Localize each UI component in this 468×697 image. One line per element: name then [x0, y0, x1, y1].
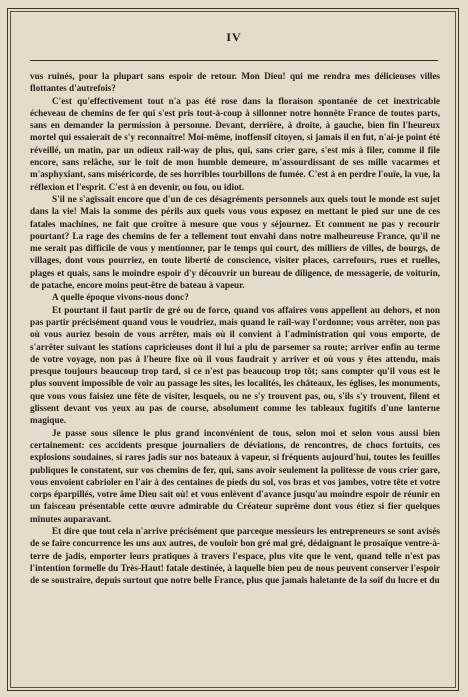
paragraph: Je passe sous silence le plus grand inconvénient de tous, selon moi et selon vous aussi bien certainement: ces accidents presque journaliers de déviations, de rencontres, de chocs fortuits, ces explosions soudaines, si rares jadis sur nos bateaux à vapeur, si fréquents aujourd'hui, toutes les feuilles publiques le constatent, sur vos chemins de fer, qui, sans avoir seulement la politesse de vous crier gare, vous envoient cabrioler en l'air à des centaines de pieds du sol, vos bras et vos jambes, votre tête et votre corps éparpillés, votre âme Dieu sait où! et vous enlèvent d'avance jusqu'au moindre espoir de réunir en un faisceau présentable cette œuvre admirable du Créateur suprême dont vous étiez si fier quelques minutes auparavant.	[30, 427, 440, 524]
page-number: IV	[226, 30, 242, 44]
paragraph-continued: vus ruinés, pour la plupart sans espoir de retour. Mon Dieu! qui me rendra mes délicieuses villes flottantes d'autrefois?	[30, 71, 440, 94]
paragraph: A quelle époque vivons-nous donc?	[52, 292, 189, 303]
paragraph: C'est qu'effectivement tout n'a pas été rose dans la floraison spontanée de cet inextricable écheveau de chemins de fer qui s'est pris tout-à-coup à sillonner notre honnête France de toutes parts, sans en demander la permission à personne. Devant, derrière, à droite, à gauche, bien fin l'heureux mortel qui essaierait de s'y reconnaître! Moi-même, inoffensif citoyen, si jamais il en fut, n'ai-je point été réveillé, un matin, par un odieux rail-way de plus, qui, sans crier gare, s'est mis à filer, comme il file encore, sans relâche, sur le toit de mon humble demeure, m'assourdissant de ses mille vacarmes et m'asphyxiant, sans miséricorde, de ses horribles tourbillons de fumée. C'est à en perdre l'ouïe, la vue, la réflexion et l'esprit. C'est à en devenir, ou fou, ou idiot.	[30, 95, 440, 192]
body-text	[30, 70, 440, 586]
paragraph: S'il ne s'agissait encore que d'un de ces désagréments personnels aux quels tout le monde est sujet dans la vie! Mais la somme des périls aux quels vous vous exposez en mettant le pied sur une de ces fatales machines, ne fait que croître à mesure que vous y séjournez. Et comment ne pas y recourir pourtant? La rage des chemins de fer a tellement tout envahi dans notre malheureuse France, qu'il ne me serait pas difficile de vous y mentionner, par le temps qui court, des milliers de villes, de bourgs, de villages, dont vous pourriez, en toute liberté de conscience, visiter places, carrefours, rues et ruelles, plages et quais, sans le moindre espoir d'y découvrir un bureau de diligence, de messagerie, de voiturin, de patache, encore moins peut-être de bateau à vapeur.	[30, 193, 440, 291]
header-rule	[30, 60, 438, 61]
paragraph: Et pourtant il faut partir de gré ou de force, quand vos affaires vous appellent au dehors, et non pas partir précisément quand vous le voudriez, mais quand le rail-way l'ordonne; vous arrêter, non pas où vous auriez besoin de vous arrêter, mais où il convient à l'administration qui vous emporte, de s'arrêter suivant les stations capricieuses dont il lui a plu de parsemer sa route; arriver enfin au terme de votre voyage, non pas à l'heure fixe où il vous faudrait y arriver et où vous y êtes attendu, mais presque toujours beaucoup trop tard, si ce n'est pas beaucoup trop tôt; sans compter qu'il vous est le plus souvent impossible de voir au passage les sites, les localités, les châteaux, les églises, les monuments, que vous vous faisiez une fête de visiter, lesquels, ou ne s'y trouvent pas, ou, s'ils s'y trouvent, filent et glissent devant vos yeux au pas de course, absolument comme les tableaux fugitifs d'une lanterne magique.	[30, 304, 440, 426]
paragraph: Et dire que tout cela n'arrive précisément que parceque messieurs les entrepreneurs se sont avisés de se faire concurrence les uns aux autres, de vouloir bon gré mal gré, dédaignant le prosaïque ventre-à-terre de jadis, emporter leurs pratiques à travers l'espace, plus vite que le vent, quand telle n'est pas l'intention formelle du Très-Haut! fatale destinée, à laquelle bien peu de nous peuvent conserver l'espoir de se soustraire, depuis surtout que notre belle France, plus que jamais haletante de la soif du lucre et du	[30, 525, 440, 586]
